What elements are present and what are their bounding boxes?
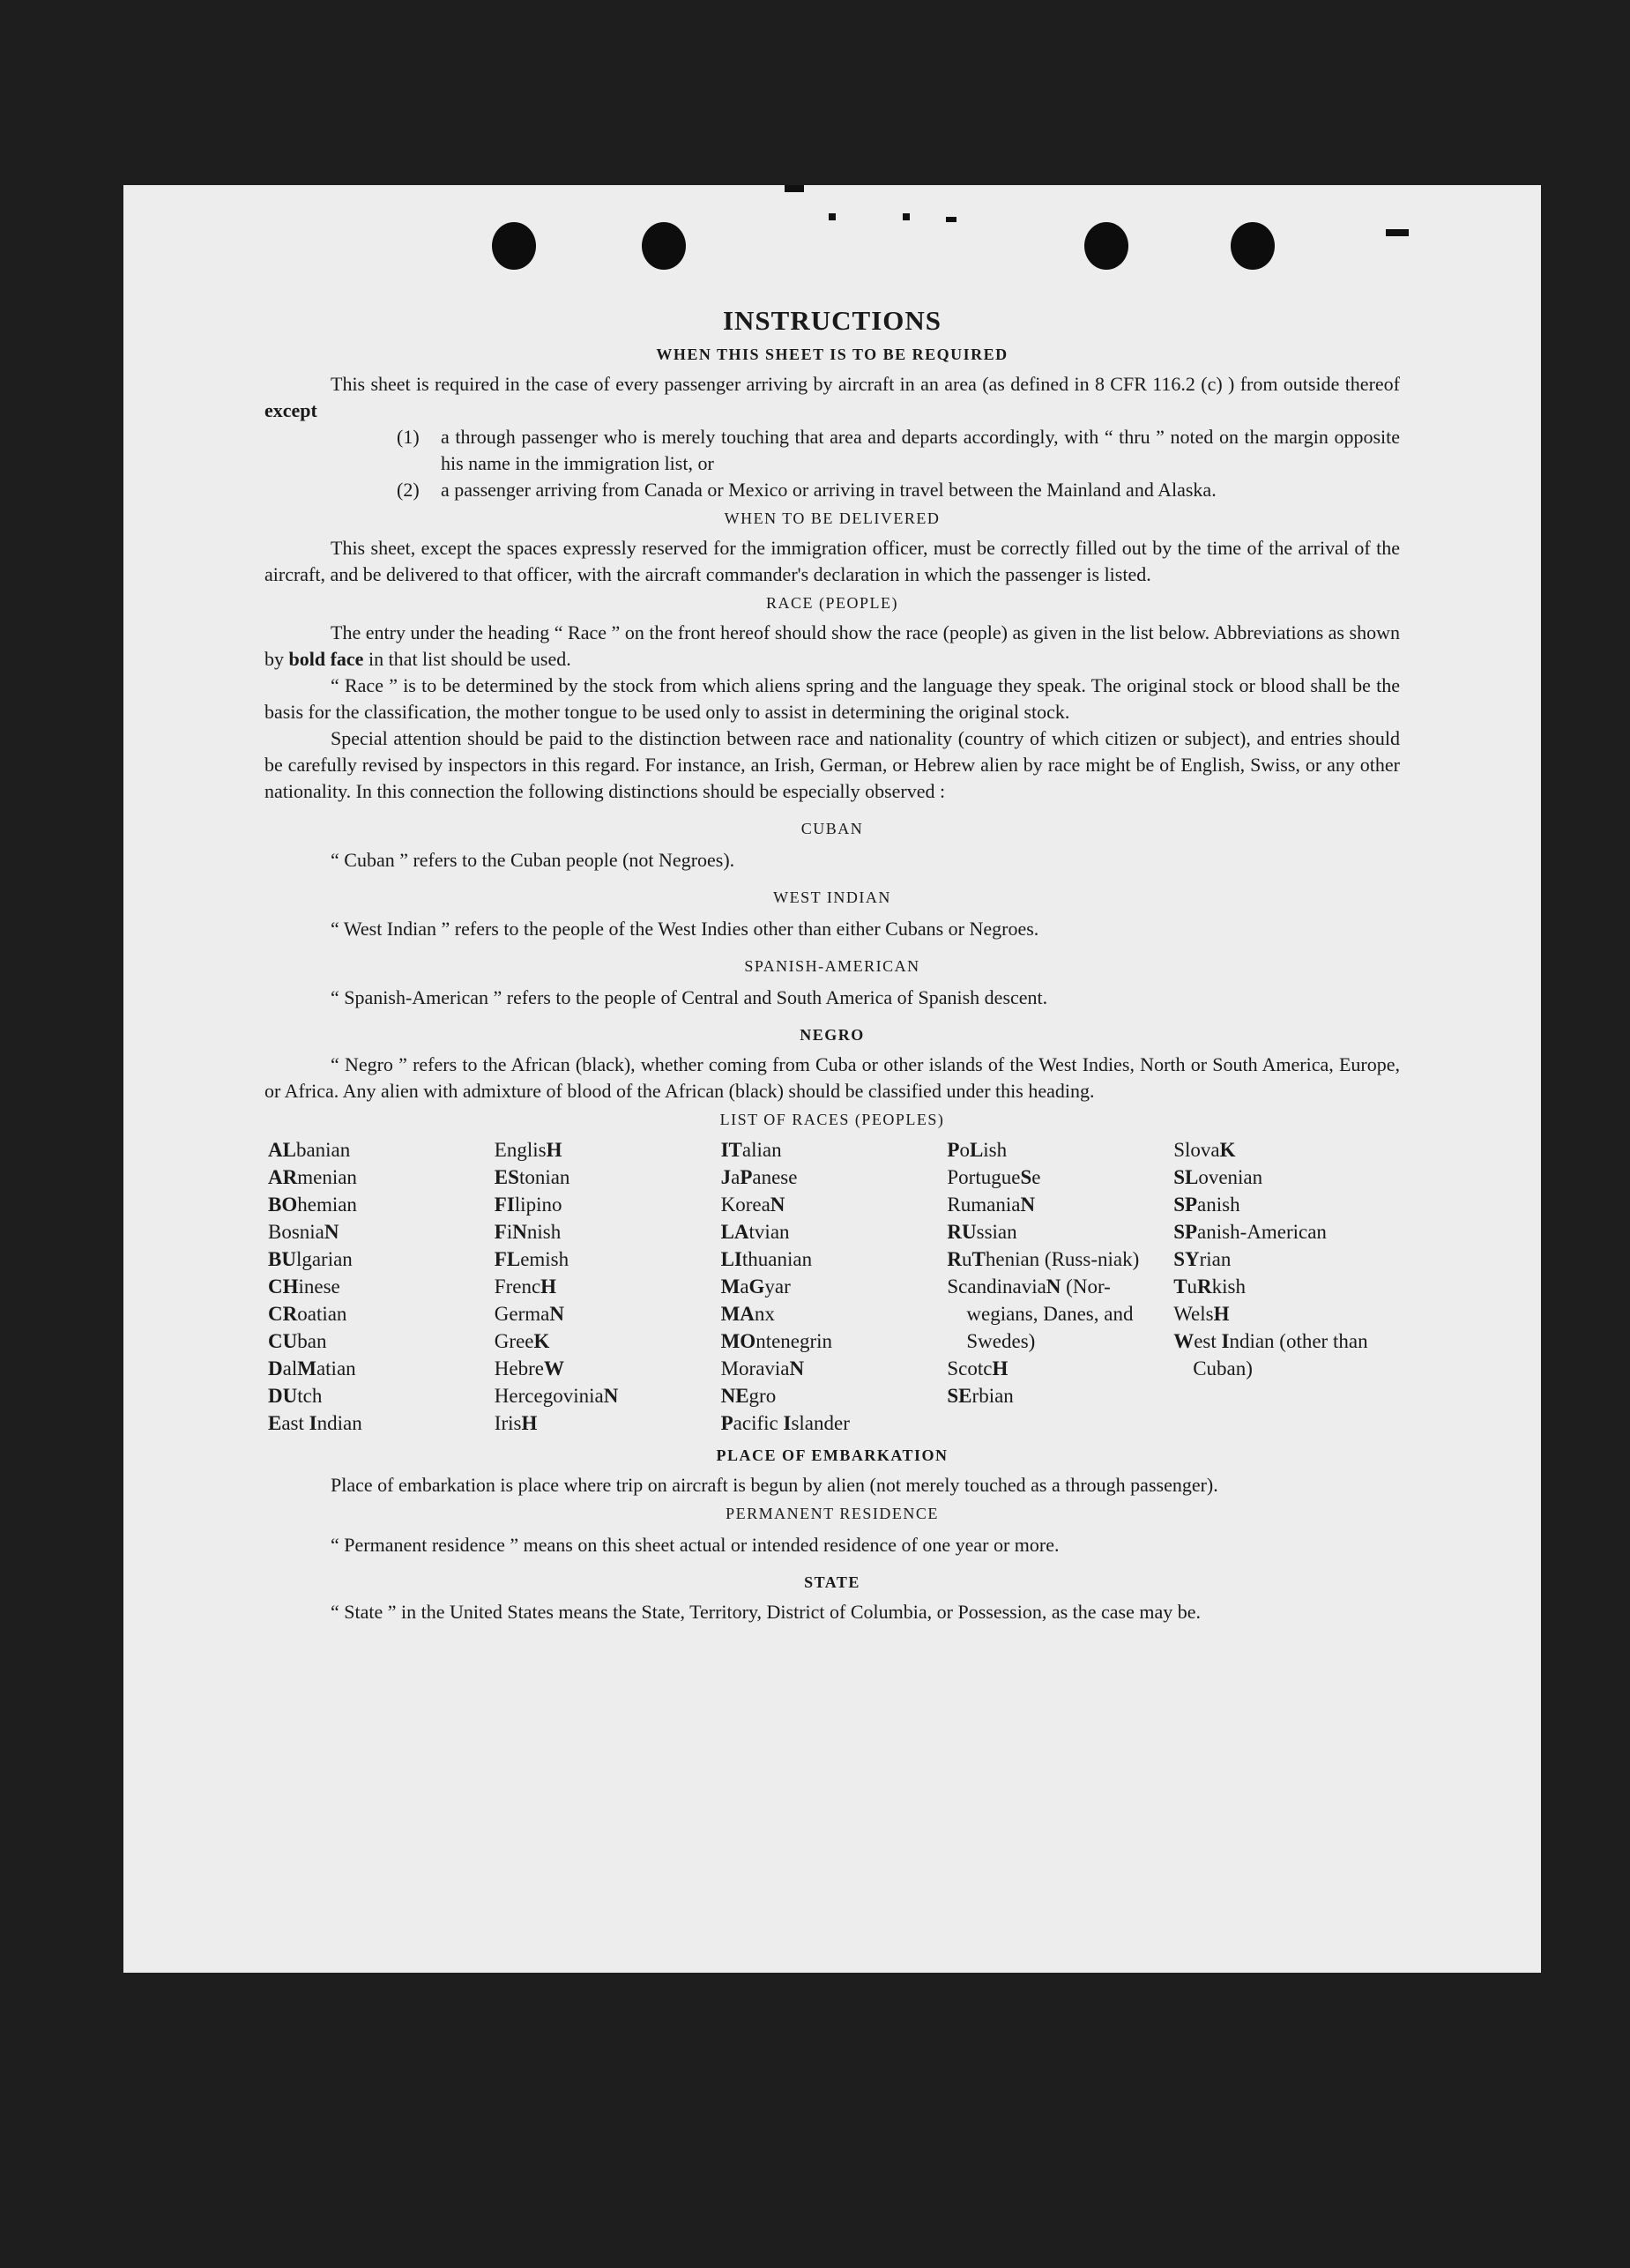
cuban-text: “ Cuban ” refers to the Cuban people (not Negroes). [331,849,735,871]
races-column [495,1136,721,1437]
section-heading-embarkation: PLACE OF EMBARKATION [716,1446,949,1464]
section-heading-residence: PERMANENT RESIDENCE [726,1505,939,1522]
punch-hole [1231,222,1275,270]
state-text: “ State ” in the United States means the State, Territory, District of Columbia, or Possession, as the case may be. [331,1601,1202,1623]
race-paragraph-1: The entry under the heading “ Race ” on the front hereof should show the race (people) as given in the list below. Abbreviations as shown by bold face in that list should be used. [264,621,1400,670]
section-heading-required: WHEN THIS SHEET IS TO BE REQUIRED [656,346,1009,363]
section-heading-delivered: WHEN TO BE DELIVERED [724,509,941,527]
race-entry: SPanish-American [1173,1221,1327,1243]
paper-speck [903,213,910,220]
race-entry: West Indian (other than Cuban) [1173,1330,1368,1379]
race-entry: MaGyar [720,1275,791,1298]
race-entry: SErbian [947,1385,1014,1407]
race-entry: MAnx [720,1303,775,1325]
section-heading-state: STATE [804,1573,860,1591]
races-column [721,1136,948,1437]
race-entry: ScandinaviaN (Nor-wegians, Danes, and Swedes) [947,1275,1134,1352]
race-entry: HercegoviniaN [494,1385,619,1407]
section-heading-spanish-american: SPANISH-AMERICAN [744,957,920,975]
residence-text: “ Permanent residence ” means on this sheet actual or intended residence of one year or more. [331,1534,1060,1556]
race-entry: EStonian [494,1166,570,1188]
race-entry: PortugueSe [947,1166,1041,1188]
west-indian-text: “ West Indian ” refers to the people of the West Indies other than either Cubans or Negroes. [331,918,1039,940]
punch-hole [642,222,686,270]
paper-speck [1386,229,1409,236]
negro-text: “ Negro ” refers to the African (black), whether coming from Cuba or other islands of the West Indies, North or South America, Europe, or Africa. Any alien with admixture of blood of the African (black) should be classified under this heading. [264,1053,1400,1102]
punch-hole [492,222,536,270]
race-entry: MOntenegrin [720,1330,833,1352]
race-entry: DUtch [268,1385,323,1407]
race-entry: WelsH [1173,1303,1230,1325]
race-entry: FrencH [494,1275,557,1298]
race-entry: East Indian [268,1412,362,1434]
required-intro: This sheet is required in the case of every passenger arriving by aircraft in an area (as defined in 8 CFR 116.2 (c) ) from outside thereof except [264,373,1400,421]
race-entry: EnglisH [494,1139,562,1161]
race-entry: ARmenian [268,1166,357,1188]
race-entry: BOhemian [268,1193,357,1216]
race-entry: RuThenian (Russ-niak) [947,1248,1140,1270]
punch-hole [1084,222,1128,270]
section-heading-race: RACE (PEOPLE) [766,594,898,612]
embarkation-text: Place of embarkation is place where trip on aircraft is begun by alien (not merely touched as a through passenger). [331,1474,1218,1496]
race-entry: MoraviaN [720,1357,805,1379]
race-entry: SLovenian [1173,1166,1263,1188]
race-entry: ALbanian [268,1139,351,1161]
race-entry: GermaN [494,1303,564,1325]
spanish-american-text: “ Spanish-American ” refers to the people of Central and South America of Spanish descent. [331,986,1048,1008]
race-entry: CUban [268,1330,327,1352]
race-entry: GreeK [494,1330,550,1352]
race-entry: SYrian [1173,1248,1232,1270]
section-heading-list-of-races: LIST OF RACES (PEOPLES) [719,1111,945,1128]
race-entry: BosniaN [268,1221,339,1243]
race-entry: CRoatian [268,1303,347,1325]
instructions-content [264,304,1400,1625]
race-entry: KoreaN [720,1193,785,1216]
races-list [268,1136,1400,1437]
race-entry: FLemish [494,1248,569,1270]
race-entry: FiNnish [494,1221,562,1243]
page-title: INSTRUCTIONS [722,305,942,336]
race-entry: TuRkish [1173,1275,1246,1298]
paper-speck [946,217,956,222]
race-entry: ScotcH [947,1357,1009,1379]
race-entry: RumaniaN [947,1193,1036,1216]
race-entry: Pacific Islander [720,1412,850,1434]
section-heading-negro: NEGRO [800,1026,865,1044]
race-entry: RUssian [947,1221,1017,1243]
race-entry: SPanish [1173,1193,1240,1216]
race-entry: JaPanese [720,1166,798,1188]
paper-speck [785,185,804,192]
race-entry: LIthuanian [720,1248,813,1270]
document-sheet [123,185,1541,1973]
race-entry: FIlipino [494,1193,562,1216]
races-column [268,1136,495,1437]
delivered-text: This sheet, except the spaces expressly reserved for the immigration officer, must be correctly filled out by the time of the arrival of the aircraft, and be delivered to that officer, with the aircraft commander's declaration in which the passenger is listed. [264,537,1400,585]
section-heading-cuban: CUBAN [800,820,864,837]
race-paragraph-2: “ Race ” is to be determined by the stock from which aliens spring and the language they speak. The original stock or blood shall be the basis for the classification, the mother tongue to be used only to assist in determining the original stock. [264,674,1400,723]
race-entry: HebreW [494,1357,564,1379]
race-entry: BUlgarian [268,1248,353,1270]
race-entry: ITalian [720,1139,782,1161]
section-heading-west-indian: WEST INDIAN [773,889,891,906]
required-item-2: (2) a passenger arriving from Canada or Mexico or arriving in travel between the Mainland and Alaska. [397,479,1217,501]
race-entry: CHinese [268,1275,340,1298]
races-column [947,1136,1173,1437]
race-entry: DalMatian [268,1357,356,1379]
race-entry: NEgro [720,1385,777,1407]
paper-speck [829,213,836,220]
race-paragraph-3: Special attention should be paid to the distinction between race and nationality (country of which citizen or subject), and entries should be carefully revised by inspectors in this regard. For instance, an Irish, German, or Hebrew alien by race might be of English, Swiss, or any other nationality. In this connection the following distinctions should be especially observed : [264,727,1400,802]
race-entry: LAtvian [720,1221,790,1243]
races-column [1173,1136,1400,1437]
race-entry: IrisH [494,1412,538,1434]
race-entry: PoLish [947,1139,1008,1161]
required-item-1: (1) a through passenger who is merely touching that area and departs accordingly, with “ thru ” noted on the margin opposite his name in the immigration list, or [397,426,1400,474]
race-entry: SlovaK [1173,1139,1236,1161]
